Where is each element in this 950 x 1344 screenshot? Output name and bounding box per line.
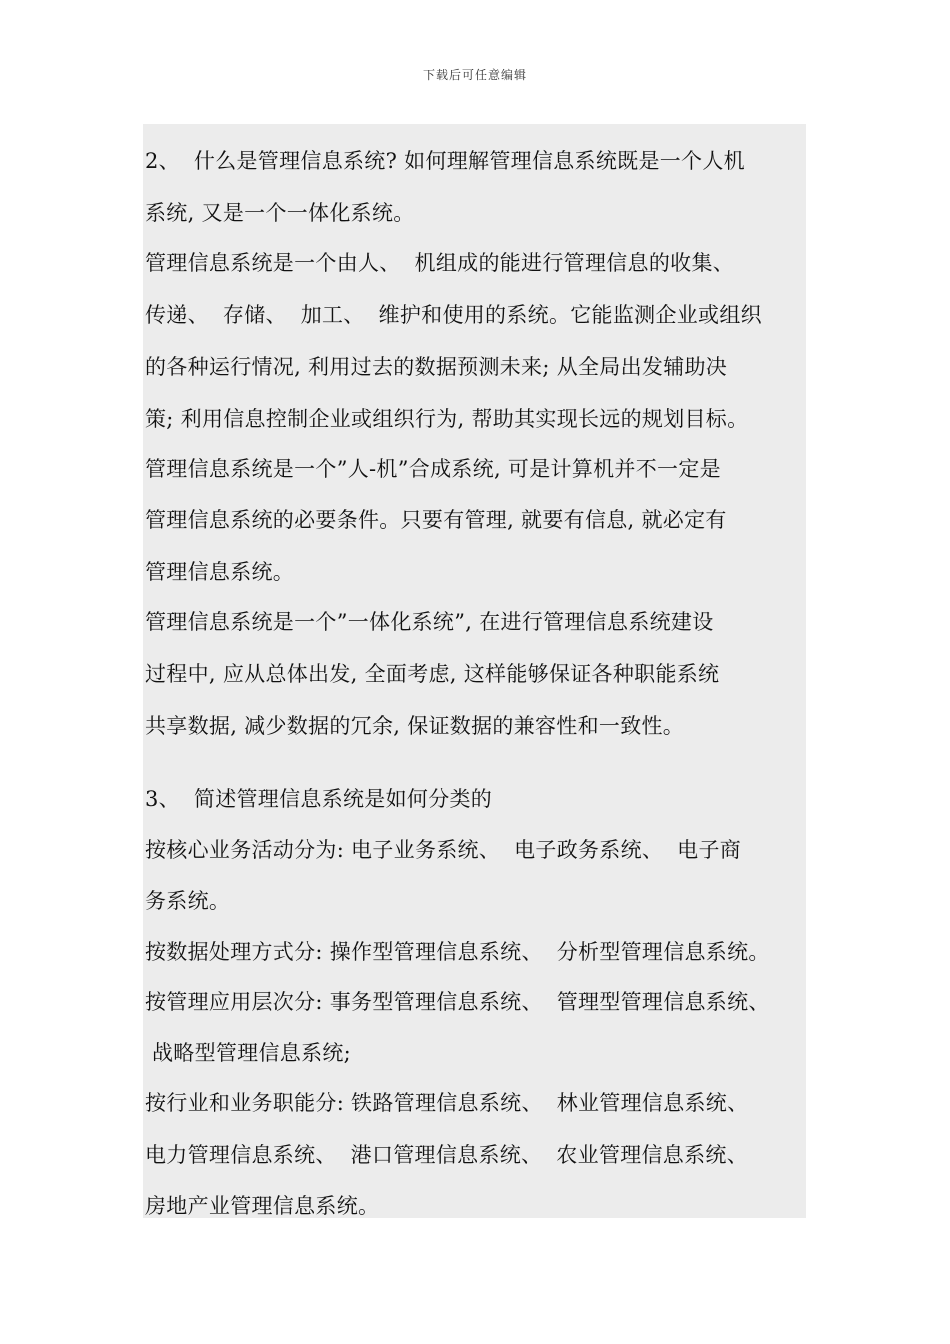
answer-2-para-1-line-4: 策; 利用信息控制企业或组织行为, 帮助其实现长远的规划目标。 <box>145 407 749 431</box>
answer-2-para-1-line-2: 传递、 存储、 加工、 维护和使用的系统。它能监测企业或组织 <box>145 303 762 327</box>
answer-2-para-3-line-3: 共享数据, 减少数据的冗余, 保证数据的兼容性和一致性。 <box>145 714 685 738</box>
question-2-line-1: 2、 什么是管理信息系统? 如何理解管理信息系统既是一个人机 <box>145 149 745 173</box>
answer-2-para-1-line-3: 的各种运行情况, 利用过去的数据预测未来; 从全局出发辅助决 <box>145 355 728 379</box>
page-header: 下载后可任意编辑 <box>422 68 527 82</box>
answer-2-para-3-line-1: 管理信息系统是一个”一体化系统”, 在进行管理信息系统建设 <box>145 610 714 634</box>
answer-2-para-3-line-2: 过程中, 应从总体出发, 全面考虑, 这样能够保证各种职能系统 <box>145 662 720 686</box>
question-2-line-2: 系统, 又是一个一体化系统。 <box>145 201 415 225</box>
answer-2-para-2-line-3: 管理信息系统。 <box>145 560 295 584</box>
answer-3-line-4: 按管理应用层次分: 事务型管理信息系统、 管理型管理信息系统、 <box>145 990 770 1014</box>
answer-3-line-3: 按数据处理方式分: 操作型管理信息系统、 分析型管理信息系统。 <box>145 940 770 964</box>
answer-3-line-2: 务系统。 <box>145 889 231 913</box>
answer-2-para-2-line-1: 管理信息系统是一个”人-机”合成系统, 可是计算机并不一定是 <box>145 457 721 481</box>
answer-3-line-8: 房地产业管理信息系统。 <box>145 1194 380 1218</box>
answer-3-line-1: 按核心业务活动分为: 电子业务系统、 电子政务系统、 电子商 <box>145 838 742 862</box>
answer-2-para-1-line-1: 管理信息系统是一个由人、 机组成的能进行管理信息的收集、 <box>145 251 735 275</box>
answer-3-line-7: 电力管理信息系统、 港口管理信息系统、 农业管理信息系统、 <box>145 1143 748 1167</box>
answer-3-line-5: 战略型管理信息系统; <box>145 1041 352 1065</box>
answer-3-line-6: 按行业和业务职能分: 铁路管理信息系统、 林业管理信息系统、 <box>145 1091 749 1115</box>
answer-2-para-2-line-2: 管理信息系统的必要条件。只要有管理, 就要有信息, 就必定有 <box>145 508 727 532</box>
question-3: 3、 简述管理信息系统是如何分类的 <box>145 787 493 811</box>
